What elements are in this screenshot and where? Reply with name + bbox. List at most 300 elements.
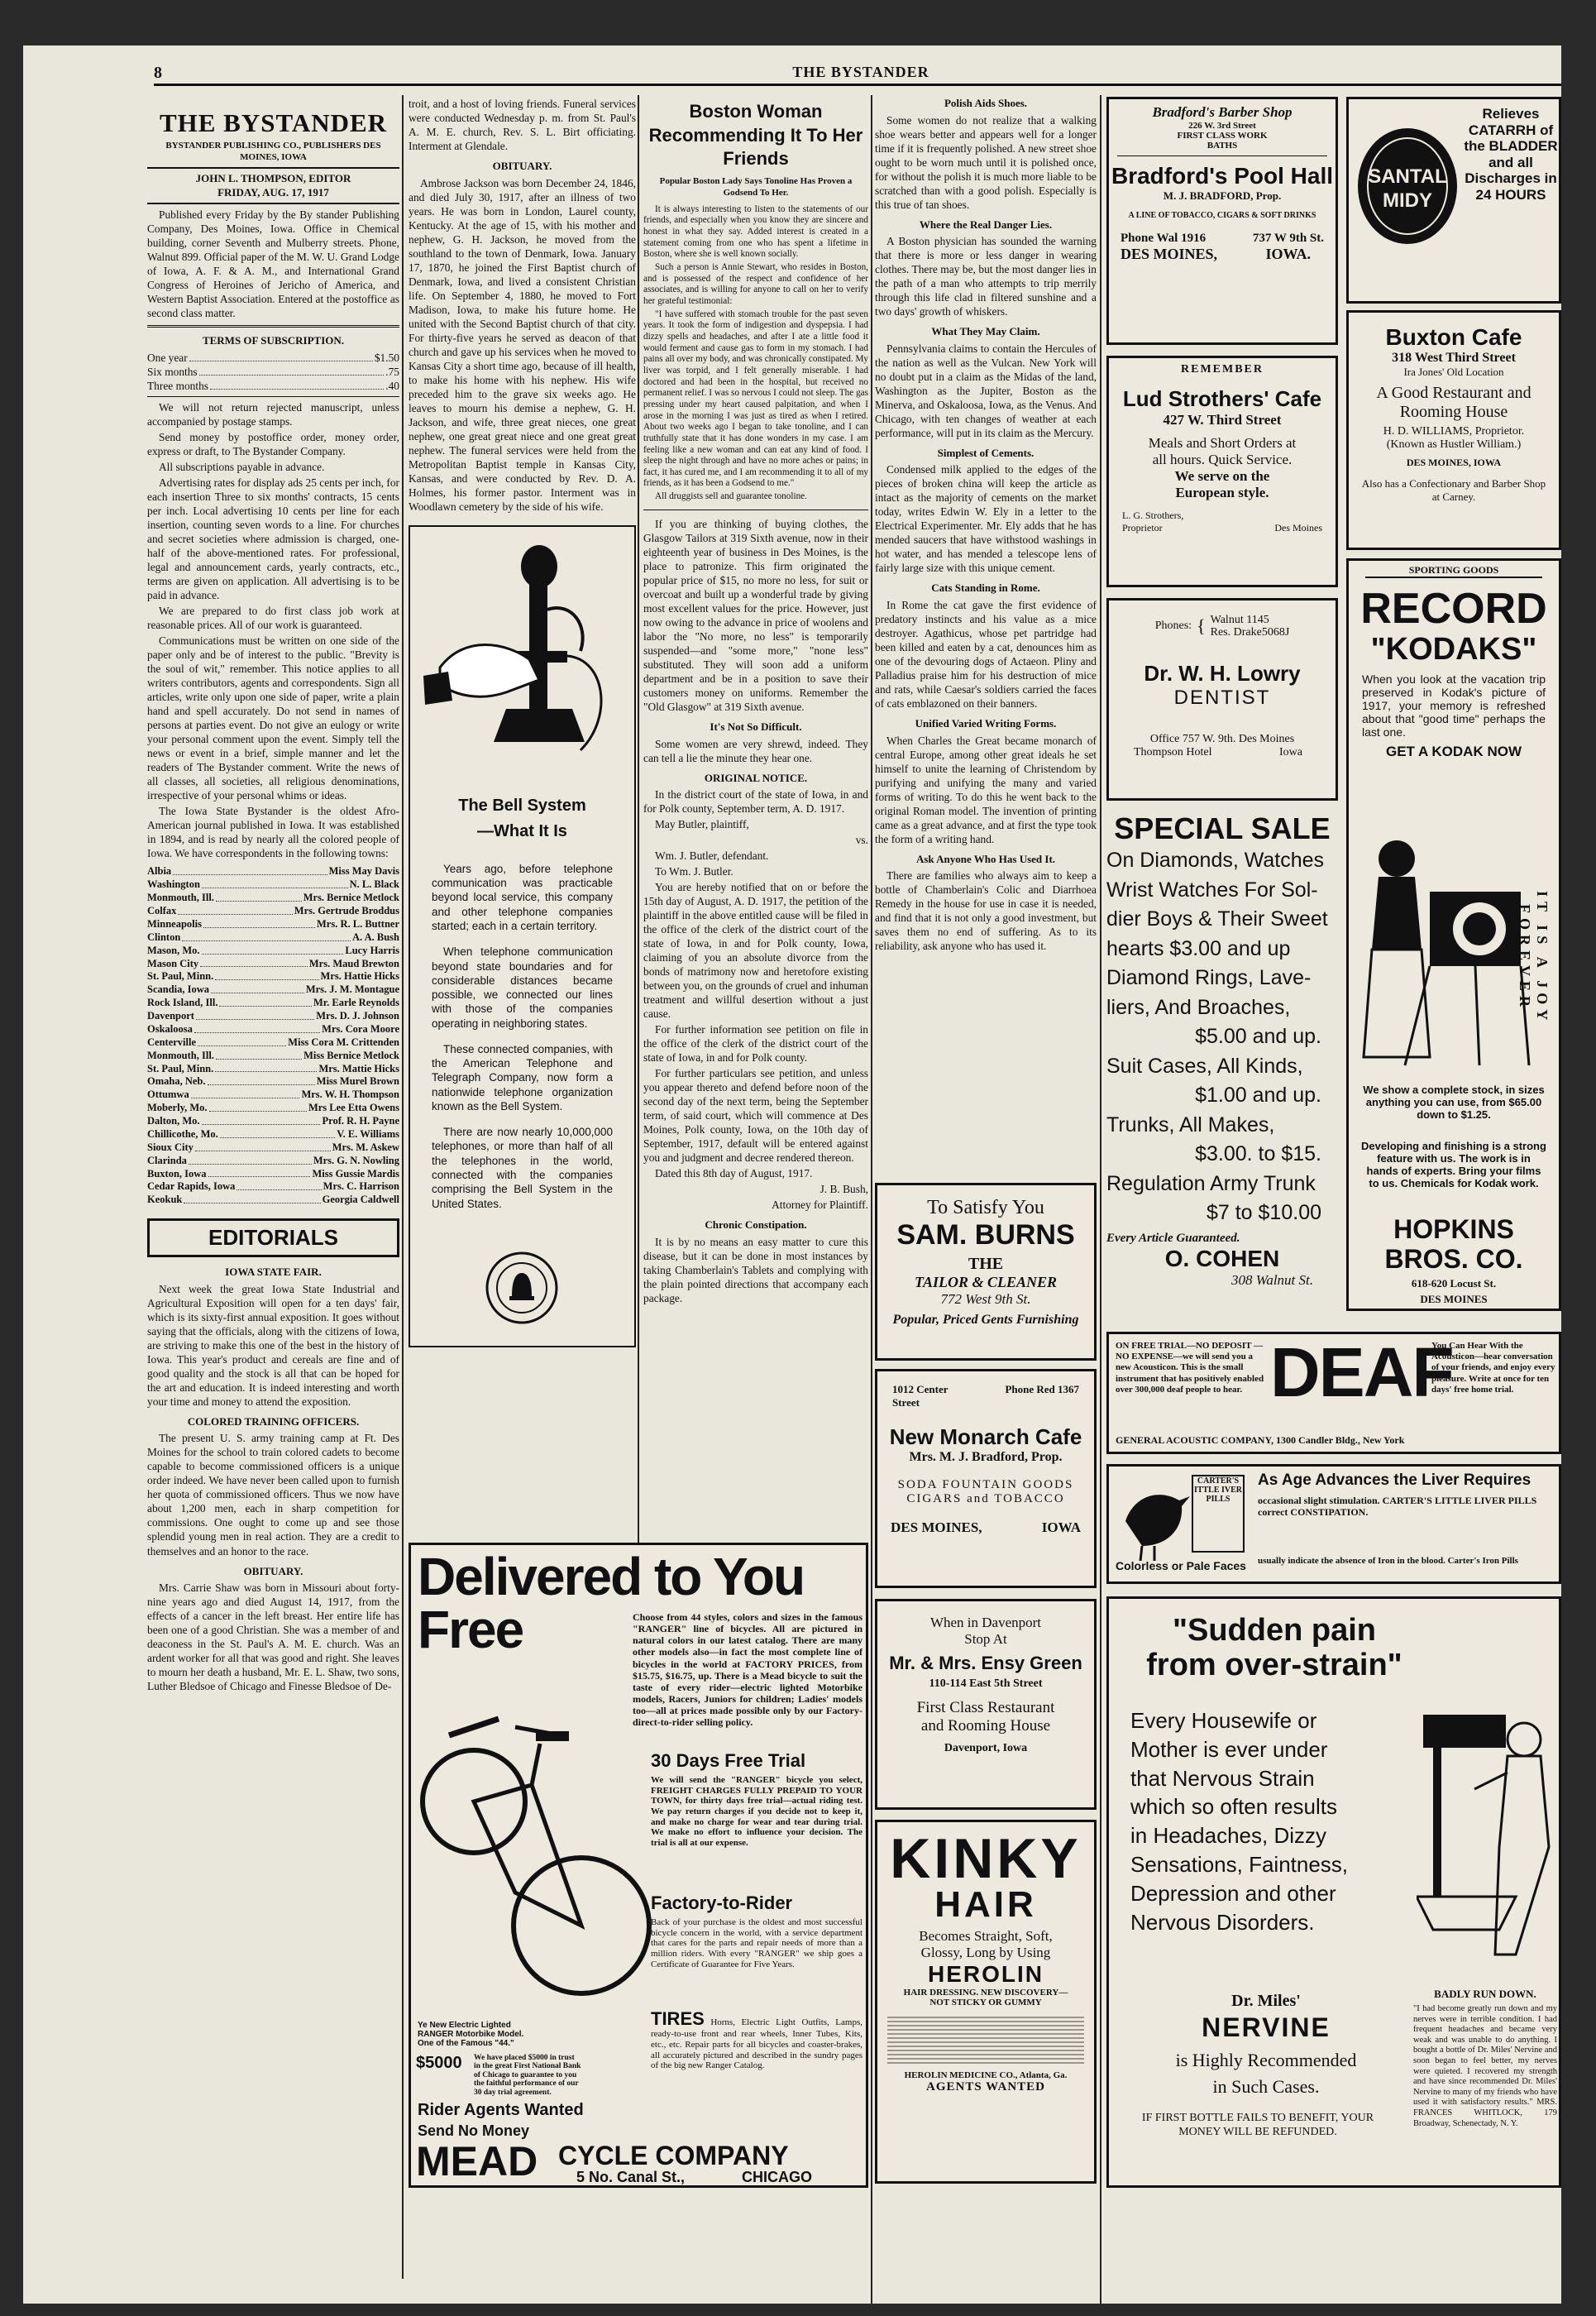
bradford-barber-ad [1106, 97, 1338, 345]
buxton-l6: H. D. WILLIAMS, Proprietor. [1383, 425, 1525, 438]
boston-paragraph: "I have suffered with stomach trouble for the past seven years. It took the form of indigestion and dyspepsia. I had dizzy spells and headaches, and after I ate a little food it would ferment and cause gas to form in my stomach. I had pains all over my body, and was chronically constipated. My liver was torpid, and I felt generally miserable. I had doctored and had been in the hospital, but received no permanent relief. I was so nervous I could not sleep. The gas pressing under my heart caused palpitation, and when I arose in the morning I was just as tired as when I retired. About two weeks ago I began to take tonoline, and I can truthfully state that it has done wonders in my case. I am feeling like a new woman and can eat any kind of food. I sleep the night through and have no more aches or pains; in fact, it has cured me, and I am recommending it to all of my friends, as it has been a Godsend to me." [643, 309, 868, 489]
miles-cases: in Such Cases. [1212, 2076, 1320, 2097]
bicycle-trial: 30 Days Free Trial [651, 1750, 806, 1771]
bicycle-footer-company: CYCLE COMPANY [558, 2141, 789, 2170]
barber-l2: 226 W. 3rd Street [1188, 121, 1256, 131]
deaf-left: ON FREE TRIAL—NO DEPOSIT —NO EXPENSE—we will send you a new Acousticon. This is the small instrument that has positively enabled over 300,000 deaf people to hear. [1116, 1341, 1264, 1395]
correspondent-name: N. L. Black [349, 878, 399, 891]
boston-paragraph: It is always interesting to listen to the statements of our friends, and especially when you know they are sincere and honest in what they say. Added interest is created in a statement coming from one who has spent a lifetime in Boston, where she is well known socially. [643, 203, 868, 260]
kinky-l2: HAIR [934, 1884, 1037, 1925]
miles-line: in Headaches, Dizzy [1130, 1823, 1326, 1849]
paper-title: THE BYSTANDER [159, 108, 388, 137]
carter-l3: Colorless or Pale Faces [1116, 1559, 1246, 1572]
correspondent-name: Mr. Earle Reynolds [313, 997, 399, 1009]
kodak-l9: 618-620 Locust St. [1411, 1277, 1497, 1290]
sale-line: $3.00. to $15. [1195, 1142, 1321, 1165]
miles-lines [1130, 1706, 1403, 1937]
monarch-name: New Monarch Cafe [889, 1424, 1082, 1449]
green-l4: 110-114 East 5th Street [929, 1677, 1043, 1690]
correspondent-row [147, 892, 399, 905]
correspondent-name: Mrs. Cora Moore [322, 1022, 399, 1035]
bell-system-ad [409, 525, 636, 1347]
correspondent-name: Prof. R. H. Payne [322, 1115, 399, 1127]
correspondent-name: Georgia Caldwell [322, 1194, 399, 1206]
strothers-l9: Proprietor [1122, 522, 1163, 534]
miles-line: Nervous Disorders. [1130, 1909, 1315, 1935]
sale-line: liers, And Broaches, [1106, 995, 1291, 1019]
lowry-p2: Res. Drake5068J [1210, 626, 1290, 639]
notice-line: Attorney for Plaintiff. [772, 1199, 868, 1212]
chronic-text: It is by no means an easy matter to cure this disease, but it can be done in most instances by taking Chamberlain's Tablets and complying with the plain pointed directions that accompany each package. [643, 1235, 868, 1305]
writing-text: When Charles the Great became monarch of central Europe, among other great ideals he set himself to unite the learning of Christendom by purifying and unifying the many and varied forms of writing. To do this he went back to the original Roman model. The invention of printing came as a great advance, and at first the type took the form of a writing hand. [875, 734, 1097, 845]
sale-line: Suit Cases, All Kinds, [1106, 1054, 1303, 1078]
ask-text: There are families who always aim to keep a bottle of Chamberlain's Colic and Diarrhoea Remedy in the house for use in case it is needed, and find that it is not only a good investment, but saves them no end of suffering. As to its reliability, ask anyone who has used it. [875, 869, 1097, 953]
terms-price: $1.50 [374, 351, 399, 364]
notice-line: For further particulars see petition, and unless you appear thereto and defend before noon of the second day of the next term, being the September term, of said court, which will commence at Des Moines, Polk county, Iowa, on the 10th day of September, 1917, default will be entered against you and judgment and decree rendered thereon. [643, 1067, 868, 1165]
special-sale-ad [1106, 808, 1338, 1321]
buxton-l7: (Known as Hustler William.) [1386, 438, 1522, 451]
bicycle-footer-address: 5 No. Canal St., [576, 2169, 686, 2185]
correspondent-row [147, 1168, 399, 1181]
kodak-woman-illustration [1355, 825, 1537, 1074]
kodak-l6: Developing and finishing is a strong feature with us. The work is in hands of experts. Bring your films to us. Chemicals for Kodak work. [1361, 1140, 1546, 1189]
barber-l8: Phone Wal 1916 [1121, 232, 1207, 245]
correspondent-name: Miss Murel Brown [316, 1075, 399, 1088]
terms-title: TERMS OF SUBSCRIPTION. [202, 334, 345, 347]
burns-l6: Popular, Priced Gents Furnishing [892, 1313, 1079, 1327]
kinky-hair-ad [875, 1820, 1097, 2184]
bicycle-agents: Rider Agents Wanted [418, 2101, 584, 2119]
bell-paragraph: Years ago, before telephone communication was practicable beyond local service, this company and other telephone companies started; each in a certain territory. [432, 862, 613, 932]
acousticon-deaf-ad [1106, 1332, 1561, 1454]
correspondent-name: Mrs. R. L. Buttner [317, 917, 399, 930]
publisher-line: BYSTANDER PUBLISHING CO., PUBLISHERS DES MOINES, IOWA [165, 141, 381, 163]
correspondent-town: Albia [147, 865, 172, 878]
terms-list [147, 351, 399, 393]
notice-paragraph: Communications must be written on one side of the paper only and be of interest to the public. "Brevity is the soul of wit," remember. This notice applies to all writers contributors, agents and correspondents. Sign all articles, write only upon one side of paper, write a plain hand and spell accurately. Do not send in names of persons at parties event. Do not give an eulogy or write your personal comment upon the event. Simply tell the news or event in a brief, simple manner and let the readers of The Bystander comment. Write the news of all classes, all societies, all religious denominations, irrespective of your personal whims or ideas. [147, 634, 399, 802]
sale-line: $7 to $10.00 [1206, 1201, 1321, 1224]
sale-guarantee: Every Article Guaranteed. [1106, 1231, 1240, 1245]
shoes-text: Some women do not realize that a walking shoe wears better and appears well for a longer time if it is frequently polished. A new street shoe ought to be worn much until it is polished once, for without the polish it is much more liable to be scratched than with a good polish. Especially is this true of tan shoes. [875, 113, 1097, 211]
fair-text: Next week the great Iowa State Industrial and Agricultural Exposition will open for a ten days' fair, which is its sixty-first annual exposition. It goes without saying that the officials, along with the citizens of Iowa, are striving to make this one of the best in the history of Iowa. This year's product and cereals are fine and of good quality and the stock is all that can be hoped for the art and education. It is indeed interesting and worth your time and money to attend the exposition. [147, 1282, 399, 1408]
obituary2-title: OBITUARY. [492, 160, 552, 173]
notice-paragraph: Send money by postoffice order, money order, express or draft, to The Bystander Company. [147, 431, 399, 458]
correspondent-row [147, 1194, 399, 1207]
issue-date: FRIDAY, AUG. 17, 1917 [217, 185, 329, 199]
pill-box-label: CARTER'S ITTLE IVER PILLS [1192, 1475, 1245, 1553]
correspondent-town: Centerville [147, 1036, 197, 1048]
correspondent-row [147, 905, 399, 918]
correspondent-town: Moberly, Mo. [147, 1102, 208, 1114]
lowry-l5: Iowa [1279, 745, 1302, 758]
boston-subhead: Popular Boston Lady Says Tonoline Has Proven a Godsend To Her. [659, 175, 853, 198]
notice-line: For further information see petition on file in the office of the clerk of the district court of the state of Iowa, in and for Polk county. [643, 1023, 868, 1065]
deaf-big: DEAF [1270, 1333, 1453, 1411]
strothers-l3: 427 W. Third Street [1163, 412, 1282, 428]
cats-text: In Rome the cat gave the first evidence of predatory instincts and his value as a mice destroyer. Agathicus, whose pet partridge had been killed and eaten by a cat, denounces him as one of the devouring dogs of Actaeon. Pliny and Palladius praise him for his destruction of mice and rats, while Caesar's soldiers carried the faces of cats emblazoned on their banners. [875, 598, 1097, 711]
correspondent-town: Mason, Mo. [147, 944, 200, 956]
carter-l2: occasional slight stimulation. CARTER'S LITTLE LIVER PILLS correct CONSTIPATION. [1258, 1495, 1537, 1519]
correspondent-row [147, 970, 399, 983]
notice-line: vs. [855, 834, 868, 847]
terms-label: One year [147, 351, 188, 364]
bicycle-prize-text: We have placed $5000 in trust in the great First National Bank of Chicago to guarantee to you the faithful performance of our 30 day trial agreement. [474, 2054, 581, 2097]
bell-subtitle: —What It Is [477, 821, 567, 840]
kodak-top: SPORTING GOODS [1365, 564, 1542, 578]
miles-title: "Sudden pain from over-strain" [1146, 1613, 1402, 1682]
correspondent-name: Mrs. Hattie Hicks [320, 970, 399, 983]
crow-illustration [1117, 1471, 1192, 1562]
carters-pills-ad [1106, 1464, 1561, 1584]
correspondent-row [147, 958, 399, 971]
dr-miles-nervine-ad [1106, 1596, 1561, 2188]
buxton-l4: A Good Restaurant and [1376, 384, 1531, 402]
dr-lowry-ad: Phones: { Walnut 1145 Res. Drake5068J Dr. W. H. Lowry DENTIST Office 757 W. 9th. Des Moines Thompson Hotel Iowa [1106, 598, 1338, 801]
kinky-l1: KINKY [890, 1827, 1082, 1890]
correspondent-name: Miss Gussie Mardis [312, 1167, 399, 1180]
correspondent-row [147, 1128, 399, 1141]
correspondent-town: Dalton, Mo. [147, 1115, 200, 1127]
correspondent-row [147, 997, 399, 1010]
correspondent-name: Miss Cora M. Crittenden [288, 1036, 399, 1048]
bicycle-footer-city: CHICAGO [742, 2169, 812, 2185]
buxton-l8: DES MOINES, IOWA [1406, 457, 1502, 468]
notice-paragraph: The Iowa State Bystander is the oldest Afro-American journal published in Iowa. It was established in 1894, and is read by nearly all the colored people of Iowa. We have correspondents in the following towns: [147, 805, 399, 860]
burns-l2: SAM. BURNS [896, 1219, 1075, 1251]
bell-paragraph: There are now nearly 10,000,000 telephones, or more than half of all the telephones in the world, connected with the companies comprising the Bell System in the United States. [432, 1126, 613, 1210]
correspondent-name: Mrs Lee Etta Owens [308, 1102, 399, 1114]
buxton-l3: Ira Jones' Old Location [1403, 366, 1504, 378]
running-masthead: THE BYSTANDER [792, 64, 929, 80]
terms-price: .40 [385, 379, 399, 392]
editor-line: JOHN L. THOMPSON, EDITOR [195, 172, 351, 185]
lowry-p1: Walnut 1145 [1210, 614, 1269, 626]
bicycle-text: Choose from 44 styles, colors and sizes in the famous "RANGER" line of bicycles. All are pictured in natural colors in our latest catalog. There are many other models also—in fact the most complete line of bicycles in the world at FACTORY PRICES, from $15.75, $16.75, up. There is a Mead bicycle to suit the taste of every rider—electric lighted Motorbike models, Racers, Juniors for children; Ladies' models too—all at prices made possible only by our Factory-direct-to-rider selling policy. [633, 1611, 863, 1729]
buxton-cafe-ad [1346, 310, 1561, 550]
boston-paragraph: Such a person is Annie Stewart, who resides in Boston, and is possessed of the respect and confidence of her associates, and is willing for anyone to call on her to verify her grateful testimonial: [643, 262, 868, 306]
miles-dr: Dr. Miles' [1231, 1992, 1301, 2010]
column-1 [147, 97, 399, 2264]
lowry-l3: Office 757 W. 9th. Des Moines [1149, 732, 1295, 745]
kodak-l8: BROS. CO. [1384, 1244, 1523, 1274]
correspondent-town: Monmouth, Ill. [147, 892, 214, 904]
barber-l11: IOWA. [1265, 246, 1311, 262]
deaf-right: You Can Hear With the Acousticon—hear conversation of your friends, and enjoy every pleasure. Write at once for ten days' free home trial. [1431, 1341, 1555, 1395]
correspondent-town: Monmouth, Ill. [147, 1049, 214, 1061]
barber-l4: BATHS [1207, 141, 1238, 151]
correspondent-town: Davenport [147, 1010, 194, 1022]
lowry-l4: Thompson Hotel [1134, 745, 1212, 758]
correspondent-row [147, 1089, 399, 1102]
correspondent-row [147, 918, 399, 931]
bicycle-trial-text: We will send the "RANGER" bicycle you select, FREIGHT CHARGES FULLY PREPAID TO YOUR TOWN, for thirty days free trial—actual riding test. We pay return charges if you decide not to keep it, and make no charge for wear and tear during trial. We make no effort to influence your decision. The trial is all at our expense. [651, 1775, 863, 1848]
correspondent-name: Mrs. C. Harrison [323, 1180, 399, 1193]
bell-paragraph: When telephone communication beyond state boundaries and for considerable distances became possible, we connected our lines with those of the companies operating in neighboring states. [432, 945, 613, 1030]
notice-body [643, 787, 868, 1212]
santal-midy-ad [1346, 97, 1561, 304]
correspondent-row [147, 1050, 399, 1063]
terms-label: Six months [147, 365, 198, 378]
sale-line: $5.00 and up. [1195, 1025, 1321, 1048]
bell-body [432, 862, 613, 1223]
notice-line: J. B. Bush, [820, 1183, 868, 1196]
sale-line: Wrist Watches For Sol- [1106, 878, 1318, 902]
chronic-title: Chronic Constipation. [705, 1218, 807, 1232]
correspondent-town: St. Paul, Minn. [147, 970, 214, 983]
correspondent-name: Mrs. G. N. Nowling [313, 1154, 399, 1166]
miles-testimonial: "I had become greatly run down and my nerves were in terrible condition. I had frequent headaches and became very weak and was unable to do anything. I bought a bottle of Dr. Miles' Nervine and soon began to feel better, my nerves were quieted. I recovered my strength and have since recommended Dr. Miles' Nervine to many of my friends who have used it with satisfactory results." MRS. FRANCES WHITLOCK, 179 Broadway, Schenectady, N. Y. [1413, 2004, 1557, 2128]
column-rule [1100, 95, 1101, 2304]
correspondent-row [147, 1102, 399, 1115]
sale-line: Diamond Rings, Lave- [1106, 966, 1312, 989]
kodak-l1: RECORD [1360, 585, 1547, 633]
obituary-title: OBITUARY. [243, 1564, 303, 1577]
barber-l9: 737 W 9th St. [1252, 232, 1324, 245]
santal-brand: SANTAL MIDY [1368, 165, 1447, 212]
bicycle-factory: Factory-to-Rider [651, 1893, 793, 1913]
barber-l3: FIRST CLASS WORK [1177, 131, 1268, 141]
correspondent-name: Mrs. Bernice Metlock [303, 892, 399, 904]
correspondent-row [147, 983, 399, 997]
cements-title: Simplest of Cements. [937, 446, 1035, 459]
strothers-l4: Meals and Short Orders at [1148, 435, 1297, 451]
miles-line: that Nervous Strain [1130, 1765, 1315, 1791]
carter-l4: usually indicate the absence of Iron in the blood. Carter's Iron Pills [1258, 1556, 1518, 1566]
sale-title: SPECIAL SALE [1114, 811, 1331, 845]
notice-paragraph: We are prepared to do first class job work at reasonable prices. All of our work is guaranteed. [147, 605, 399, 632]
correspondent-town: St. Paul, Minn. [147, 1062, 214, 1074]
correspondent-row [147, 1180, 399, 1194]
correspondent-row [147, 1010, 399, 1023]
editorials-heading: EDITORIALS [147, 1218, 399, 1257]
kinky-l7: NOT STICKY OR GUMMY [929, 1998, 1042, 2007]
monarch-state: IOWA [1041, 1519, 1081, 1535]
officers-title: COLORED TRAINING OFFICERS. [187, 1414, 360, 1428]
green-l5: First Class Restaurant [916, 1699, 1055, 1716]
correspondent-town: Cedar Rapids, Iowa [147, 1180, 236, 1193]
miles-test-title: BADLY RUN DOWN. [1434, 1988, 1536, 2000]
correspondent-town: Colfax [147, 905, 177, 917]
burns-l1: To Satisfy You [927, 1197, 1044, 1218]
sale-address: 308 Walnut St. [1230, 1271, 1313, 1288]
notice-paragraph: All subscriptions payable in advance. [159, 461, 325, 474]
danger-title: Where the Real Danger Lies. [919, 218, 1053, 231]
correspondent-name: Miss Bernice Metlock [303, 1049, 399, 1061]
correspondent-row [147, 1155, 399, 1168]
buxton-l2: 318 West Third Street [1392, 351, 1516, 365]
correspondent-name: Miss May Davis [328, 865, 399, 878]
correspondent-name: Mrs. D. J. Johnson [316, 1010, 399, 1022]
sale-line: On Diamonds, Watches [1106, 849, 1325, 872]
kinky-l4: Glossy, Long by Using [920, 1945, 1051, 1960]
boston-paragraph: All druggists sell and guarantee tonoline. [655, 491, 807, 502]
monarch-l2: CIGARS and TOBACCO [906, 1492, 1065, 1505]
mead-bicycle-ad [409, 1543, 868, 2188]
kodak-l2: "KODAKS" [1370, 631, 1537, 667]
bicycle-tires-block [651, 2008, 863, 2071]
strothers-l6: We serve on the [1174, 468, 1270, 484]
santal-text: Relieves CATARRH of the BLADDER and all Discharges in 24 HOURS [1464, 106, 1558, 203]
kodak-l10: DES MOINES [1420, 1293, 1488, 1305]
kinky-fine-print [887, 2014, 1084, 2064]
kinky-l8: HEROLIN MEDICINE CO., Atlanta, Ga. [904, 2070, 1068, 2080]
sale-line: Trunks, All Makes, [1106, 1113, 1275, 1136]
correspondent-row [147, 1036, 399, 1050]
difficult-text: Some women are very shrewd, indeed. They can tell a lie the minute they hear one. [643, 737, 868, 764]
miles-nervine: NERVINE [1202, 2012, 1331, 2042]
record-kodaks-ad [1346, 558, 1561, 1311]
buxton-l9: Also has a Confectionary and Barber Shop at Carney. [1361, 477, 1546, 503]
correspondent-row [147, 1023, 399, 1036]
monarch-phone: Phone Red 1367 [1005, 1383, 1079, 1395]
correspondent-name: Mrs. M. Askew [332, 1141, 399, 1153]
bicycle-prize: $5000 [416, 2054, 462, 2072]
burns-l5: 772 West 9th St. [940, 1291, 1031, 1307]
new-monarch-cafe-ad [875, 1369, 1097, 1588]
green-l1: When in Davenport [929, 1615, 1042, 1630]
miles-line: Depression and other [1130, 1880, 1336, 1906]
column-3 [643, 97, 868, 1751]
correspondent-row [147, 1141, 399, 1155]
correspondent-name: V. E. Williams [337, 1127, 399, 1140]
sale-lines [1106, 846, 1338, 1228]
page-header [154, 64, 1561, 86]
correspondents-list [147, 865, 399, 1207]
barber-l6: M. J. BRADFORD, Prop. [1163, 189, 1282, 202]
kodak-l4: GET A KODAK NOW [1385, 743, 1522, 759]
buxton-l5: Rooming House [1399, 403, 1508, 421]
correspondent-town: Clinton [147, 931, 181, 943]
monarch-address: 1012 Center Street [892, 1383, 949, 1409]
miles-rec: is Highly Recommended [1175, 2050, 1357, 2070]
kodak-vertical: IT IS A JOY FOREVER [1517, 890, 1551, 1026]
ask-title: Ask Anyone Who Has Used It. [915, 852, 1056, 865]
miles-line: Every Housewife or [1130, 1708, 1317, 1733]
strothers-cafe-ad [1106, 356, 1338, 587]
cats-title: Cats Standing in Rome. [931, 581, 1040, 595]
miles-guarantee: IF FIRST BOTTLE FAILS TO BENEFIT, YOUR MONEY WILL BE REFUNDED. [1141, 2112, 1374, 2138]
notice-line: To Wm. J. Butler. [655, 865, 733, 878]
kinky-l3: Becomes Straight, Soft, [919, 1928, 1053, 1944]
woman-at-sewing-machine [1417, 1682, 1557, 1963]
strothers-l2: Lud Strothers' Cafe [1122, 386, 1322, 411]
sale-line: dier Boys & Their Sweet [1106, 907, 1328, 931]
kinky-l6: HAIR DRESSING. NEW DISCOVERY— [903, 1988, 1068, 1998]
correspondent-town: Sioux City [147, 1141, 194, 1153]
barber-l7: A LINE OF TOBACCO, CIGARS & SOFT DRINKS [1128, 211, 1316, 220]
kodak-l7: HOPKINS [1393, 1214, 1514, 1244]
sale-line: $1.00 and up. [1195, 1084, 1321, 1107]
correspondent-town: Minneapolis [147, 917, 202, 930]
correspondent-town: Mason City [147, 957, 199, 969]
notice-line: In the district court of the state of Iowa, in and for Polk county, September term, A. D. 1917. [643, 788, 868, 816]
bicycle-factory-text: Back of your purchase is the oldest and most successful bicycle concern in the world, with a service department that cares for the parts and repair needs of more than a million riders. With every "RANGER" we ship goes a Certificate of Guarantee for Five Years. [651, 1917, 863, 1969]
kodak-l3: When you look at the vacation trip preserved in Kodak's picture of 1917, your memory is refreshed about that "good time" perhaps the last one. [1362, 672, 1546, 739]
correspondent-name: A. A. Bush [352, 931, 399, 943]
green-l2: Stop At [964, 1631, 1007, 1647]
bicycle-illustration [416, 1620, 656, 2033]
notice-title: ORIGINAL NOTICE. [704, 771, 808, 784]
correspondent-town: Washington [147, 878, 200, 891]
bicycle-title: Delivered to You Free [418, 1547, 805, 1659]
glasgow-text: If you are thinking of buying clothes, the Glasgow Tailors at 319 Sixth avenue, now in their eighteenth year of business in Des Moines, is the place to patronize. This firm originated the popular price of $15, no more no less, for suit or overcoat and built up a wonderful trade by giving most excellent values for the price. However, just now owing to the advance in price of woolens and labor the "No more, no less" is temporarily suspended—and "some more," "none less" substituted. They will soon add a uniform department and be in a position to save their customers money on uniforms. Remember the "Old Glasgow" at 319 Sixth avenue. [643, 517, 868, 713]
buxton-l1: Buxton Cafe [1385, 324, 1522, 350]
shoes-title: Polish Aids Shoes. [944, 97, 1028, 109]
miles-line: Mother is ever under [1130, 1736, 1328, 1762]
correspondent-name: Mrs. W. H. Thompson [301, 1089, 399, 1101]
correspondent-town: Scandia, Iowa [147, 983, 210, 996]
miles-line: Sensations, Faintness, [1130, 1852, 1349, 1878]
sale-line: Regulation Army Trunk [1106, 1171, 1316, 1195]
miles-line: which so often results [1130, 1794, 1338, 1820]
danger-text: A Boston physician has sounded the warning that there is more or less danger in wearing clothes. There may be, but the most danger lies in the path of a man who attempts to trip merrily through this life clad in filtered sunshine and a two days' growth of whiskers. [875, 235, 1097, 318]
lowry-l2: DENTIST [1173, 686, 1271, 709]
correspondent-row [147, 1075, 399, 1089]
sam-burns-ad [875, 1183, 1097, 1361]
boston-body [643, 204, 868, 503]
lowry-l1: Dr. W. H. Lowry [1144, 660, 1301, 686]
correspondent-row [147, 865, 399, 878]
bicycle-tires-text: Horns, Electric Light Outfits, Lamps, ready-to-use front and rear wheels, Inner Tubes, Kits, etc., etc. Repair parts for all bicycles and coaster-brakes, all accurately pictured and described in the sundry pages of the big new Ranger Catalog. [651, 2017, 863, 2071]
carter-l1: As Age Advances the Liver Requires [1258, 1471, 1531, 1489]
green-l6: and Rooming House [920, 1717, 1051, 1735]
cements-text: Condensed milk applied to the edges of the pieces of broken china will keep the article as intact as the majority of cements on the market today, writes Edwin W. Ely in a letter to the Electrical Experimenter. Mr. Ely adds that he has mended saucers that have withstood washings in hot water, and has mended a telescope lens of fairly large size with this unique cement. [875, 463, 1097, 575]
notice-line: May Butler, plaintiff, [655, 818, 749, 831]
notice-paragraph: We will not return rejected manuscript, unless accompanied by postage stamps. [147, 400, 399, 428]
correspondent-row [147, 1115, 399, 1128]
correspondent-town: Buxton, Iowa [147, 1167, 207, 1180]
correspondent-name: Lucy Harris [345, 944, 399, 956]
monarch-prop: Mrs. M. J. Bradford, Prop. [909, 1450, 1063, 1464]
correspondent-row [147, 945, 399, 958]
column-rule [871, 95, 872, 2304]
correspondent-town: Oskaloosa [147, 1022, 193, 1035]
correspondent-name: Mrs. Gertrude Broddus [294, 905, 399, 917]
correspondent-row [147, 931, 399, 945]
boston-headline: Boston Woman Recommending It To Her Friends [648, 101, 863, 170]
notice-paragraph: Advertising rates for display ads 25 cents per inch, for each insertion Three to six months' contracts, 15 cents per inch. Local advertising 10 cents per line for each insertion, counting seven words to a line. For churches and secret societies where admission is charged, one-half of the above-mentioned rates. For professional, legal and announcement cards, yearly contracts, etc., terms are given on application. All advertising is to be paid in advance. [147, 476, 399, 602]
correspondent-name: Mrs. J. M. Montague [305, 983, 399, 996]
monarch-city: DES MOINES, [891, 1519, 982, 1535]
column-rule [638, 95, 639, 1543]
burns-l3: THE [968, 1255, 1004, 1273]
writing-title: Unified Varied Writing Forms. [915, 717, 1057, 730]
deaf-footer: GENERAL ACOUSTIC COMPANY, 1300 Candler Bldg., New York [1116, 1434, 1405, 1446]
kinky-l5: HEROLIN [928, 1961, 1044, 1987]
telephone-illustration [415, 535, 630, 792]
correspondent-name: Mrs. Maud Brewton [308, 957, 399, 969]
difficult-title: It's Not So Difficult. [710, 720, 802, 733]
claim-title: What They May Claim. [931, 325, 1040, 338]
notices [147, 400, 399, 861]
notice-line: Wm. J. Butler, defendant. [655, 849, 769, 863]
correspondent-town: Keokuk [147, 1194, 183, 1206]
bicycle-caption: Ye New Electric Lighted RANGER Motorbike Model. One of the Famous "44." [418, 2021, 524, 2048]
fair-title: IOWA STATE FAIR. [225, 1266, 322, 1279]
kinky-l9: AGENTS WANTED [925, 2080, 1045, 2093]
correspondent-town: Rock Island, Ill. [147, 997, 218, 1009]
notice-line: You are hereby notified that on or before the 15th day of August, A. D. 1917, the petition of the plaintiff in the above entitled cause will be filed in the office of the clerk of the district court of the state of Iowa, in and for Polk county, Iowa, claiming of you an absolute divorce from the bonds of matrimony now and heretofore existing between you, on the grounds of cruel and inhuman treatment and willful desertion without a just cause. [643, 881, 868, 1021]
burns-l4: TAILOR & CLEANER [914, 1274, 1058, 1290]
terms-price: .75 [385, 365, 399, 378]
strothers-l5: all hours. Quick Service. [1152, 452, 1293, 467]
monarch-l1: SODA FOUNTAIN GOODS [897, 1478, 1074, 1491]
green-l3: Mr. & Mrs. Ensy Green [889, 1653, 1082, 1673]
correspondent-town: Ottumwa [147, 1089, 189, 1101]
bicycle-send: Send No Money [418, 2122, 530, 2139]
barber-l5: Bradford's Pool Hall [1111, 163, 1334, 189]
intro-paragraph: Published every Friday by the By stander Publishing Company, Des Moines, Iowa. Office in Chemical building, corner Seventh and Mulberry streets. Phone, Walnut 899. Official paper of the M. W. U. Grand Lodge of Iowa, A. F. & A. M., and International Grand Congress of Heroines of Jericho of America, and Western Baptist Association. Entered at the postoffice as second class matter. [147, 208, 399, 320]
